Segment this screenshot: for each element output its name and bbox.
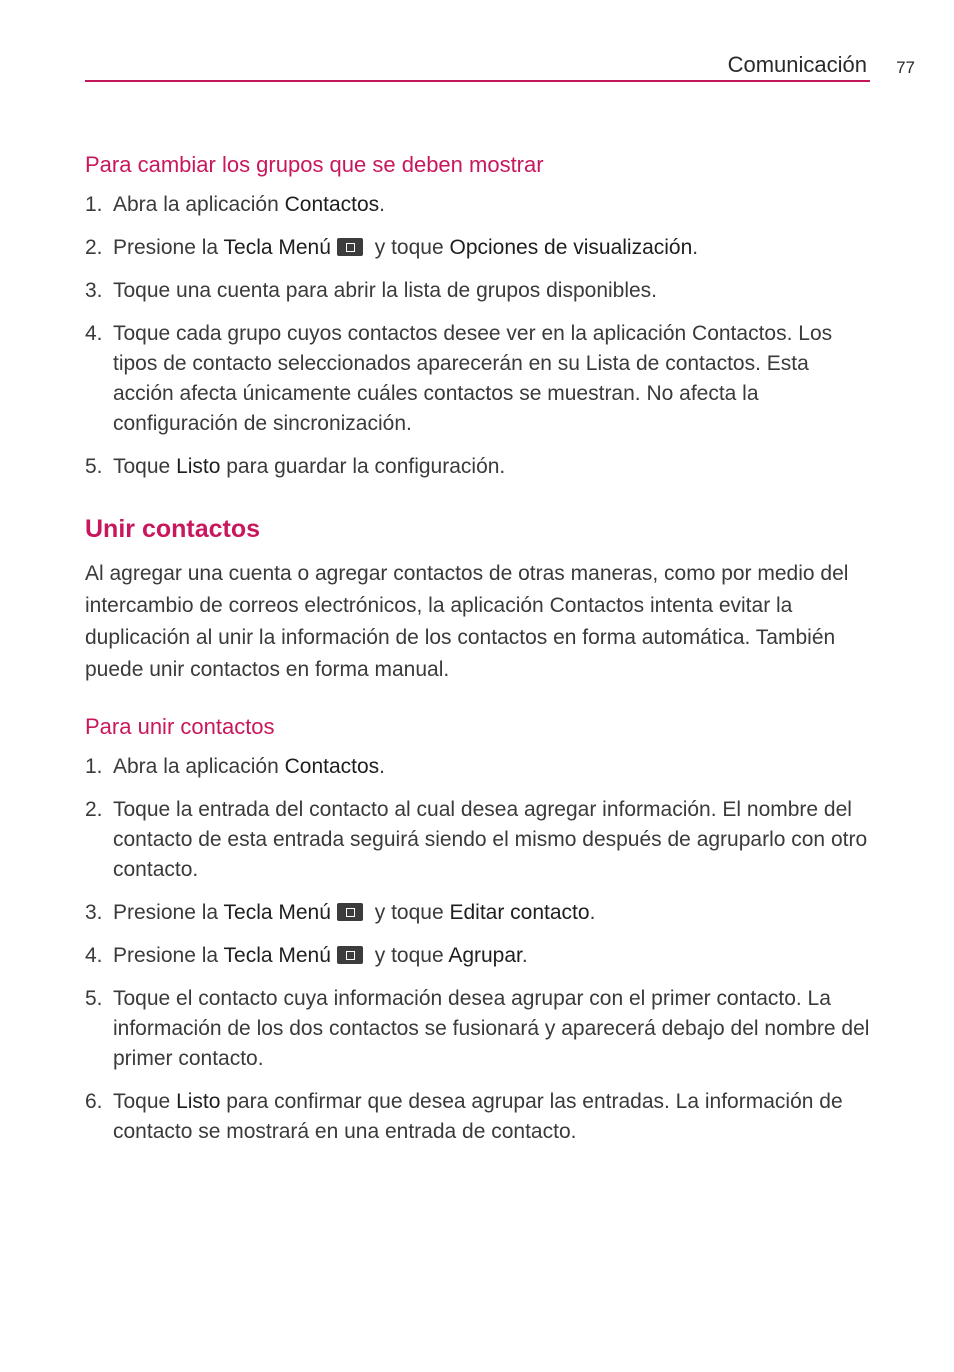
step-highlight: Contactos bbox=[284, 755, 380, 778]
step-text: y toque bbox=[368, 236, 450, 259]
step-highlight: Listo bbox=[176, 1090, 221, 1113]
intro-paragraph: Al agregar una cuenta o agregar contactos de otras maneras, como por medio del intercambio de correos electrónicos, la aplicación Contactos intenta evitar la duplicación al unir la información de los contactos en forma automática. También puede unir contactos en forma manual. bbox=[85, 562, 849, 681]
step-highlight: Tecla Menú bbox=[223, 944, 331, 967]
step-text: Presione la bbox=[113, 236, 224, 259]
header-divider bbox=[85, 80, 870, 82]
subhead-change-groups: Para cambiar los grupos que se deben mostrar bbox=[85, 152, 544, 177]
chapter-title: Comunicación bbox=[727, 52, 867, 77]
step-text: para confirmar que desea agrupar las entradas. La información de contacto se mostrará en una entrada de contacto. bbox=[113, 1090, 843, 1143]
list-item bbox=[85, 233, 875, 263]
list-item bbox=[85, 276, 875, 306]
step-number: 3. bbox=[85, 901, 103, 924]
step-number: 5. bbox=[85, 987, 103, 1010]
steps-change-groups bbox=[85, 190, 875, 482]
subhead-join-contacts: Para unir contactos bbox=[85, 714, 275, 739]
steps-join-contacts bbox=[85, 752, 875, 1147]
step-text: Toque bbox=[113, 455, 177, 478]
step-text: Toque bbox=[113, 1090, 177, 1113]
step-text: Toque cada grupo cuyos contactos desee ver en la aplicación Contactos. Los tipos de contacto seleccionados aparecerán en su Lista de contactos. Esta acción afecta únicamente cuáles contactos se muestran. No afecta la configuración de sincronización. bbox=[113, 322, 833, 435]
step-text: Abra la aplicación bbox=[113, 193, 285, 216]
step-text: Toque el contacto cuya información desea agrupar con el primer contacto. La información de los dos contactos se fusionará y aparecerá debajo del nombre del primer contacto. bbox=[113, 987, 870, 1070]
step-text: y toque bbox=[368, 944, 449, 967]
list-item bbox=[85, 190, 875, 220]
list-item bbox=[85, 1087, 875, 1147]
page-content bbox=[85, 150, 875, 1160]
menu-key-icon bbox=[337, 903, 363, 921]
step-text: para guardar la configuración. bbox=[220, 455, 506, 478]
step-number: 5. bbox=[85, 455, 103, 478]
list-item bbox=[85, 941, 875, 971]
step-highlight: Opciones de visualización bbox=[449, 236, 693, 259]
step-number: 1. bbox=[85, 193, 103, 216]
step-number: 1. bbox=[85, 755, 103, 778]
menu-key-icon bbox=[337, 238, 363, 256]
step-text: . bbox=[379, 755, 386, 778]
step-text: Abra la aplicación bbox=[113, 755, 285, 778]
step-text: . bbox=[692, 236, 699, 259]
step-text: Presione la bbox=[113, 944, 224, 967]
step-text: y toque bbox=[368, 901, 450, 924]
step-number: 4. bbox=[85, 944, 103, 967]
list-item bbox=[85, 752, 875, 782]
step-number: 2. bbox=[85, 236, 103, 259]
step-highlight: Contactos bbox=[284, 193, 380, 216]
list-item bbox=[85, 795, 875, 885]
list-item bbox=[85, 319, 875, 439]
step-highlight: Agrupar bbox=[448, 944, 522, 967]
step-text: . bbox=[379, 193, 386, 216]
page-header bbox=[85, 50, 915, 90]
step-text: Toque la entrada del contacto al cual desea agregar información. El nombre del contacto de esta entrada seguirá siendo el mismo después de agruparlo con otro contacto. bbox=[113, 798, 868, 881]
step-number: 4. bbox=[85, 322, 103, 345]
step-highlight: Listo bbox=[176, 455, 221, 478]
step-text: . bbox=[589, 901, 596, 924]
step-text: Toque una cuenta para abrir la lista de grupos disponibles. bbox=[113, 279, 658, 302]
list-item bbox=[85, 452, 875, 482]
step-highlight: Tecla Menú bbox=[223, 236, 331, 259]
section-title-join-contacts: Unir contactos bbox=[85, 515, 261, 543]
menu-key-icon bbox=[337, 946, 363, 964]
step-text: Presione la bbox=[113, 901, 224, 924]
step-number: 3. bbox=[85, 279, 103, 302]
step-text: . bbox=[521, 944, 528, 967]
step-highlight: Tecla Menú bbox=[223, 901, 331, 924]
list-item bbox=[85, 984, 875, 1074]
step-number: 6. bbox=[85, 1090, 103, 1113]
step-highlight: Editar contacto bbox=[449, 901, 590, 924]
list-item bbox=[85, 898, 875, 928]
step-number: 2. bbox=[85, 798, 103, 821]
page-number: 77 bbox=[896, 58, 915, 77]
